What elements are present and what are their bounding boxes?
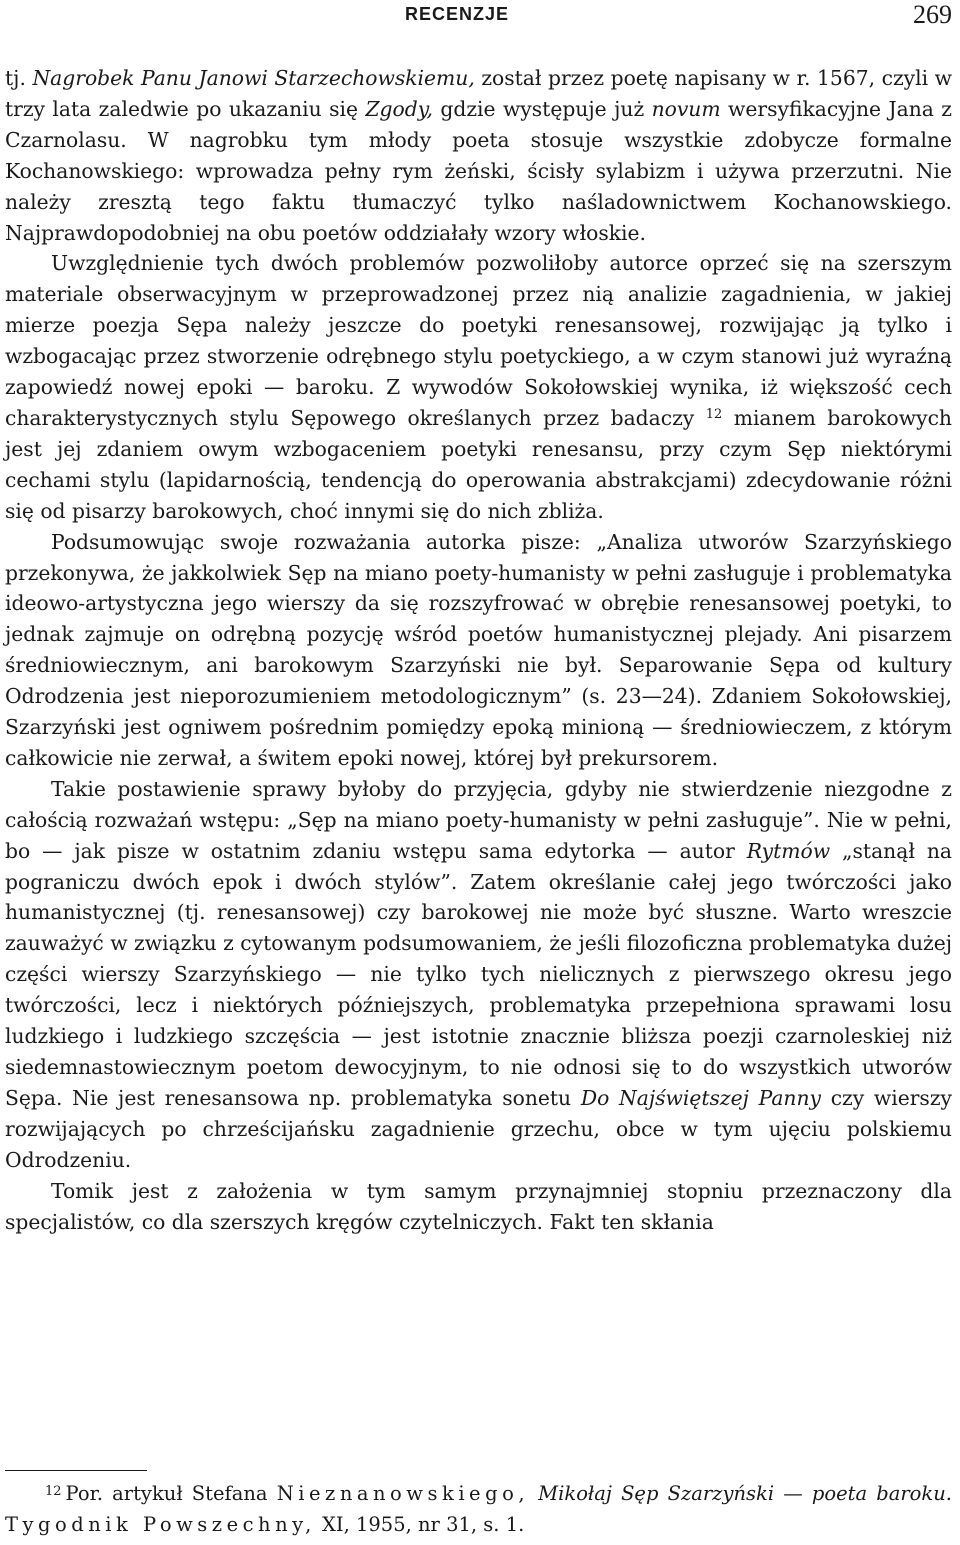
footnote-text	[5, 1482, 952, 1536]
italic-text: Do Najświętszej Panny	[580, 1085, 821, 1110]
paragraph	[5, 527, 952, 774]
text-run: Por. artykuł Stefana	[65, 1482, 277, 1505]
spaced-text: Tygodnik Powszechny,	[5, 1513, 316, 1536]
text-run: Tomik jest z założenia w tym samym przynajmniej stopniu przeznaczony dla specjalistów, co dla szerszych kręgów czytelniczych. Fakt ten skłania	[5, 1178, 952, 1234]
text-run: został przez poetę napisany w r. 1567, czyli w trzy lata zaledwie po ukazaniu się	[5, 66, 952, 121]
text-run: Uwzględnienie tych dwóch problemów pozwoliłoby autorce oprzeć się na szerszym materiale obserwacyjnym w przeprowadzonej przez nią analizie zagadnienia, w jakiej mierze poezja Sępa należy jeszcze do poetyki renesansowej, rozwijając ją tylko i wzbogacając przez stworzenie odrębnego stylu poetyckiego, a w czym stanowi już wyraźną zapowiedź nowej epoki — baroku. Z wywodów Sokołowskiej wynika, iż większość cech charakterystycznych stylu Sępowego określanych przez badaczy	[5, 251, 952, 430]
italic-text: Mikołaj Sęp Szarzyński — poeta baroku.	[538, 1482, 952, 1505]
text-run: Podsumowując swoje rozważania autorka pisze: „Analiza utworów Szarzyńskiego przekonywa, że jakkolwiek Sęp na miano poety-humanisty w pełni zasługuje i problematyka ideowo-artystyczna jego wierszy da się rozszyfrować w obrębie renesansowej poetyki, to jednak zajmuje on odrębną pozycję wśród poetów humanistycznej plejady. Ani pisarzem średniowiecznym, ani barokowym Szarzyński nie był. Separowanie Sępa od kultury Odrodzenia jest nieporozumieniem metodologicznym” (s. 23—24). Zdaniem Sokołowskiej, Szarzyński jest ogniwem pośrednim pomiędzy epoką minioną — średniowieczem, z którym całkowicie nie zerwał, a świtem epoki nowej, której był prekursorem.	[5, 529, 952, 770]
footnote	[5, 1478, 952, 1540]
spaced-text: Nieznanowskiego,	[276, 1482, 530, 1505]
italic-text: Nagrobek Panu Janowi Starzechowskiemu,	[32, 66, 475, 90]
running-head: RECENZJE	[405, 4, 510, 24]
page-number: 269	[913, 0, 952, 29]
page-header	[0, 0, 960, 34]
text-run	[529, 1482, 538, 1505]
text-run: tj.	[5, 66, 33, 90]
footnote-rule	[5, 1470, 147, 1471]
body-text	[5, 63, 952, 1237]
text-run: XI, 1955, nr 31, s. 1.	[315, 1513, 525, 1536]
footnote-reference: 12	[705, 406, 723, 422]
text-run: Takie postawienie sprawy byłoby do przyjęcia, gdyby nie stwierdzenie niezgodne z całością rozważań wstępu: „Sęp na miano poety-humanisty w pełni zasługuje”. Nie w pełni, bo — jak pisze w ostatnim zdaniu wstępu sama edytorka — autor	[5, 776, 952, 863]
footnote-number: 12	[45, 1484, 62, 1499]
paragraph	[5, 63, 952, 248]
paragraph	[5, 1176, 952, 1238]
text-run: „stanął na pograniczu dwóch epok i dwóch stylów”. Zatem określanie całej jego twórczości jako humanistycznej (tj. renesansowej) czy barokowej nie może być słuszne. Warto wreszcie zauważyć w związku z cytowanym podsumowaniem, że jeśli filozoficzna problematyka dużej części wierszy Szarzyńskiego — nie tylko tych nielicznych z pierwszego okresu jego twórczości, lecz i niektórych późniejszych, problematyka przepełniona sprawami losu ludzkiego i ludzkiego szczęścia — jest istotnie znacznie bliższa poezji czarnoleskiej niż siedemnastowiecznym poetom dewocyjnym, to nie odnosi się to do wszystkich utworów Sępa. Nie jest renesansowa np. problematyka sonetu	[5, 838, 953, 1110]
italic-text: Zgody,	[365, 96, 433, 121]
paragraph	[5, 774, 952, 1176]
italic-text: novum	[651, 96, 721, 121]
text-run: wersyfikacyjne Jana z Czarnolasu. W nagrobku tym młody poeta stosuje wszystkie zdobycze formalne Kochanowskiego: wprowadza pełny rym żeński, ścisły sylabizm i używa przerzutni. Nie należy zresztą tego faktu tłumaczyć tylko naśladownictwem Kochanowskiego. Najprawdopodobniej na obu poetów oddziałały wzory włoskie.	[5, 96, 952, 245]
text-run: gdzie występuje już	[432, 96, 652, 121]
text-run: czy wierszy rozwijających po chrześcijańsku zagadnienie grzechu, obce w tym ujęciu polskiemu Odrodzeniu.	[5, 1085, 952, 1172]
italic-text: Rytmów	[746, 838, 831, 863]
paragraph	[5, 248, 952, 526]
text-run: mianem barokowych jest jej zdaniem owym wzbogaceniem poetyki renesansu, przy czym Sęp niektórymi cechami stylu (lapidarnością, tendencją do operowania abstrakcjami) zdecydowanie różni się od pisarzy barokowych, choć innymi się do nich zbliża.	[5, 405, 952, 523]
